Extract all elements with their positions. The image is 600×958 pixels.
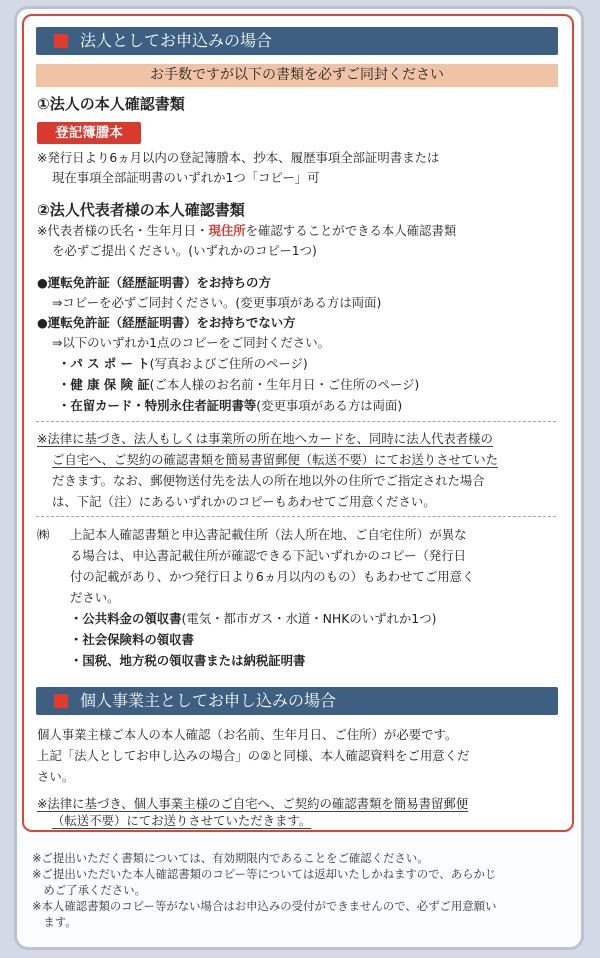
divider	[36, 516, 556, 517]
note-line2: る場合は、申込書記載住所が確認できる下記いずれかのコピー（発行日	[70, 548, 467, 563]
license-none: ●運転免許証（経歴証明書）をお持ちでない方	[37, 315, 296, 330]
sole-body-line2: 上記「法人としてお申し込みの場合」の②と同様、本人確認資料をご用意くだ	[37, 748, 470, 763]
item-label: ・健 康 保 険 証	[58, 377, 150, 392]
footnote-line4: ※本人確認書類のコピー等がない場合はお申込みの受付ができませんので、必ずご用意願い	[32, 899, 497, 913]
section1-note-line1: ※発行日より6ヵ月以内の登記簿謄本、抄本、履歴事項全部証明書または	[37, 150, 440, 165]
section2-note-highlight: 現住所	[208, 223, 246, 238]
sole-heading-text: 個人事業主としてお申し込みの場合	[80, 691, 337, 710]
license-have-note: ⇒コピーを必ずご同封ください。(変更事項がある方は両面)	[52, 295, 382, 310]
section2-note-line1	[37, 222, 456, 240]
list-item	[58, 355, 308, 373]
section2-title: ②法人代表者様の本人確認書類	[37, 201, 245, 219]
footnote-line3: めご了承ください。	[32, 883, 146, 897]
item-detail: (電気・都市ガス・水道・NHKのいずれか1つ)	[181, 611, 437, 626]
section2-note-pre: ※代表者様の氏名・生年月日・	[37, 223, 209, 238]
note-mark: ㈱	[37, 527, 50, 542]
footnote-line5: ます。	[32, 915, 77, 929]
list-item	[58, 397, 402, 415]
sole-heading	[36, 687, 558, 715]
footnote-line2: ※ご提出いただいた本人確認書類のコピー等については返却いたしかねますので、あらかじ	[32, 867, 497, 881]
section1-tag: 登記簿謄本	[37, 122, 141, 144]
item-detail: (変更事項がある方は両面)	[256, 398, 403, 413]
license-have: ●運転免許証（経歴証明書）をお持ちの方	[37, 275, 271, 290]
section2-note-line2: を必ずご提出ください。(いずれかのコピー1つ)	[52, 243, 317, 258]
item-label: ・公共料金の領収書	[70, 611, 182, 626]
list-item	[58, 376, 419, 394]
note-line4: ださい。	[70, 590, 120, 605]
legal-note-line3: だきます。なお、郵便物送付先を法人の所在地以外の住所でご指定された場合	[52, 473, 485, 488]
legal-note-line2: ご自宅へ、ご契約の確認書類を簡易書留郵便（転送不要）にてお送りさせていた	[52, 452, 499, 467]
list-item: ・社会保険料の領収書	[70, 632, 194, 647]
legal-note-line1: ※法律に基づき、法人もしくは事業所の所在地へカードを、同時に法人代表者様の	[37, 431, 493, 446]
legal-note-line4: は、下記（注）にあるいずれかのコピーもあわせてご用意ください。	[52, 494, 436, 509]
sole-body-line1: 個人事業主様ご本人の本人確認（お名前、生年月日、ご住所）が必要です。	[37, 727, 458, 742]
footnote-line1: ※ご提出いただく書類については、有効期限内であることをご確認ください。	[32, 851, 429, 865]
section2-note-post: を確認することができる本人確認書類	[245, 223, 457, 238]
divider	[36, 421, 556, 422]
license-none-note: ⇒以下のいずれか1点のコピーをご同封ください。	[52, 335, 330, 350]
corporate-heading-text: 法人としてお申込みの場合	[80, 31, 273, 50]
sole-legal-line1: ※法律に基づき、個人事業主様のご自宅へ、ご契約の確認書類を簡易書留郵便	[37, 796, 469, 811]
red-square-icon	[54, 694, 68, 708]
list-item: ・国税、地方税の領収書または納税証明書	[70, 653, 306, 668]
note-line1: 上記本人確認書類と申込書記載住所（法人所在地、ご自宅住所）が異な	[70, 527, 467, 542]
section1-note-line2: 現在事項全部証明書のいずれか1つ「コピー」可	[52, 170, 320, 185]
item-detail: (写真およびご住所のページ)	[149, 356, 308, 371]
item-label: ・パ ス ポ ー ト	[58, 356, 150, 371]
item-label: ・在留カード・特別永住者証明書等	[58, 398, 257, 413]
section1-title: ①法人の本人確認書類	[37, 95, 185, 113]
note-line3: 付の記載があり、かつ発行日より6ヵ月以内のもの）もあわせてご用意く	[70, 569, 475, 584]
enclosure-notice: お手数ですが以下の書類を必ずご同封ください	[36, 64, 558, 87]
sole-body-line3: さい。	[37, 769, 75, 784]
corporate-heading	[36, 27, 558, 55]
red-square-icon	[54, 34, 68, 48]
sole-legal-line2: （転送不要）にてお送りさせていただきます。	[52, 813, 312, 828]
item-detail: (ご本人様のお名前・生年月日・ご住所のページ)	[149, 377, 420, 392]
list-item	[70, 610, 436, 628]
